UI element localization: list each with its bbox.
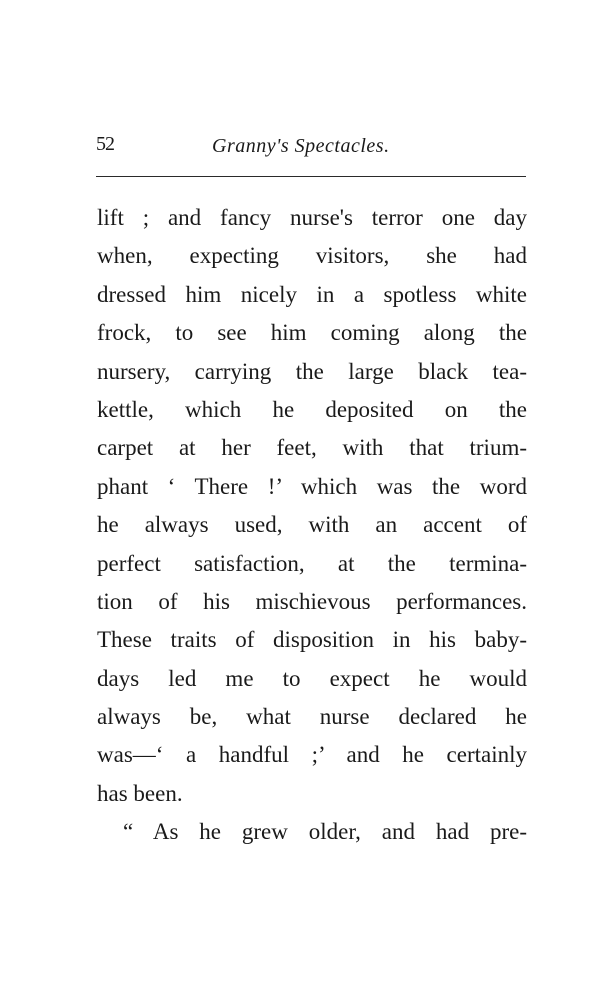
text-line: phant ‘ There !’ which was the word	[97, 473, 527, 499]
text-line: dressed him nicely in a spotless white	[97, 281, 527, 307]
text-line: “ As he grew older, and had pre-	[123, 819, 527, 845]
text-line: nursery, carrying the large black tea-	[97, 358, 527, 384]
text-line: These traits of disposition in his baby-	[97, 627, 527, 653]
text-line: frock, to see him coming along the	[97, 320, 527, 346]
text-line: was—‘ a handful ;’ and he certainly	[97, 742, 527, 768]
text-line: carpet at her feet, with that trium-	[97, 435, 527, 461]
text-line: lift ; and fancy nurse's terror one day	[97, 205, 527, 230]
header-rule	[96, 176, 526, 177]
text-line: days led me to expect he would	[97, 665, 527, 691]
running-title: Granny's Spectacles.	[212, 135, 390, 157]
running-head	[96, 133, 526, 163]
text-line: kettle, which he deposited on the	[97, 396, 527, 422]
body-text	[97, 199, 527, 852]
text-line: has been.	[97, 780, 183, 806]
text-line: always be, what nurse declared he	[97, 704, 527, 730]
page-number: 52	[96, 133, 114, 155]
text-line: perfect satisfaction, at the termina-	[97, 550, 527, 576]
text-line: he always used, with an accent of	[97, 512, 527, 538]
text-line: when, expecting visitors, she had	[97, 243, 527, 269]
text-line: tion of his mischievous performances.	[97, 588, 527, 614]
